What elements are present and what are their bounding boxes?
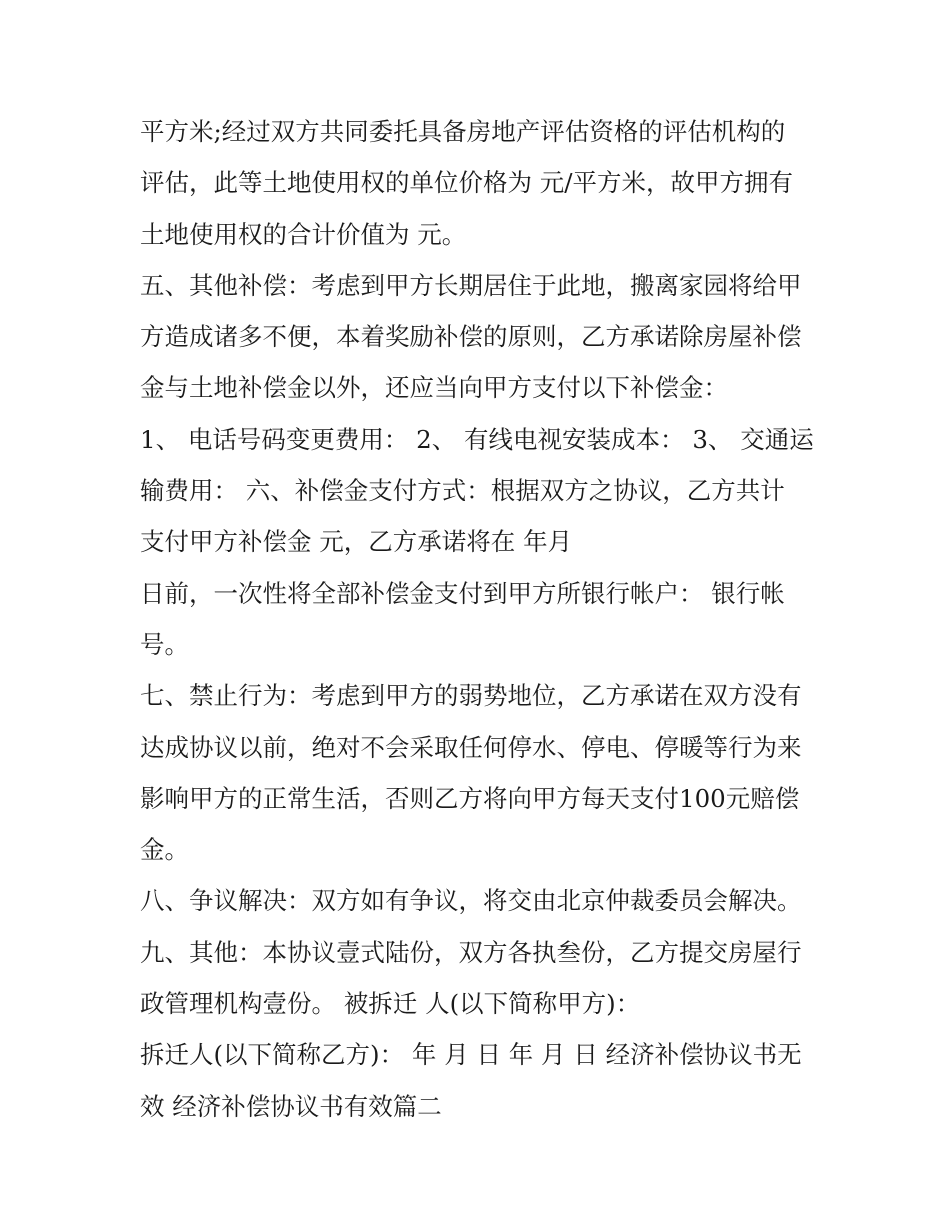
text-line: 输费用： 六、补偿金支付方式：根据双方之协议，乙方共计 xyxy=(140,476,785,506)
text-line: 支付甲方补偿金 元，乙方承诺将在 年月 xyxy=(140,527,573,557)
text-line: 平方米;经过双方共同委托具备房地产评估资格的评估机构的 xyxy=(140,117,786,146)
text-line: 政管理机构壹份。 被拆迁 人(以下简称甲方)： xyxy=(140,989,641,1019)
text-line: 效 经济补偿协议书有效篇二 xyxy=(140,1091,442,1121)
text-line: 评估，此等土地使用权的单位价格为 元/平方米，故甲方拥有 xyxy=(140,168,794,198)
text-line: 影响甲方的正常生活，否则乙方将向甲方每天支付100元赔偿 xyxy=(140,783,800,813)
text-line: 金与土地补偿金以外，还应当向甲方支付以下补偿金： xyxy=(140,373,728,403)
text-line: 方造成诸多不便，本着奖励补偿的原则，乙方承诺除房屋补偿 xyxy=(140,322,802,352)
text-line: 八、争议解决：双方如有争议，将交由北京仲裁委员会解决。 xyxy=(140,886,802,916)
text-line: 五、其他补偿：考虑到甲方长期居住于此地，搬离家园将给甲 xyxy=(140,270,802,300)
text-line: 达成协议以前，绝对不会采取任何停水、停电、停暖等行为来 xyxy=(140,732,802,762)
text-line: 金。 xyxy=(140,835,189,865)
text-line: 拆迁人(以下简称乙方)： 年 月 日 年 月 日 经济补偿协议书无 xyxy=(140,1040,802,1070)
text-line: 土地使用权的合计价值为 元。 xyxy=(140,219,467,249)
text-line: 号。 xyxy=(140,629,189,659)
text-line: 日前，一次性将全部补偿金支付到甲方所银行帐户： 银行帐 xyxy=(140,578,785,608)
document-body xyxy=(140,106,820,1132)
text-line: 九、其他：本协议壹式陆份，双方各执叁份，乙方提交房屋行 xyxy=(140,937,802,967)
text-line: 1、 电话号码变更费用： 2、 有线电视安装成本： 3、 交通运 xyxy=(140,424,814,454)
text-line: 七、禁止行为：考虑到甲方的弱势地位，乙方承诺在双方没有 xyxy=(140,681,802,711)
